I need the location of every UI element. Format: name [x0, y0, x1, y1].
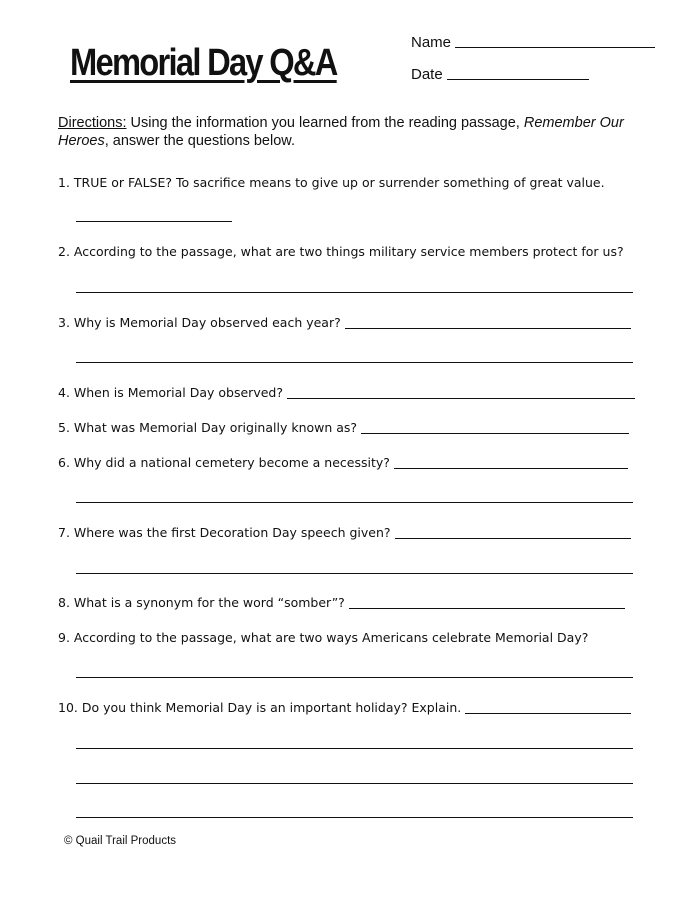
question-text: 10. Do you think Memorial Day is an important holiday? Explain.: [58, 700, 462, 715]
question-text: 5. What was Memorial Day originally known as?: [58, 420, 358, 435]
question-text: 3. Why is Memorial Day observed each year?: [58, 315, 341, 330]
question-text: 1. TRUE or FALSE? To sacrifice means to give up or surrender something of great value.: [58, 175, 605, 190]
answer-blank-6[interactable]: [394, 467, 628, 469]
answer-blank-5[interactable]: [361, 432, 629, 434]
answer-blank-8[interactable]: [349, 607, 625, 609]
name-blank[interactable]: [455, 46, 655, 48]
question-4: [58, 385, 635, 401]
answer-line-9[interactable]: [76, 677, 633, 678]
date-blank[interactable]: [447, 78, 589, 80]
question-text: 7. Where was the first Decoration Day speech given?: [58, 525, 391, 540]
question-text: 4. When is Memorial Day observed?: [58, 385, 283, 400]
answer-blank-10[interactable]: [465, 712, 631, 714]
question-text: 2. According to the passage, what are two things military service members protect for us?: [58, 244, 624, 259]
answer-line-3[interactable]: [76, 362, 633, 363]
question-6: [58, 455, 628, 471]
answer-line-1[interactable]: [76, 221, 232, 222]
question-text: 6. Why did a national cemetery become a necessity?: [58, 455, 390, 470]
answer-blank-7[interactable]: [395, 537, 631, 539]
answer-line-7[interactable]: [76, 573, 633, 574]
question-5: [58, 420, 629, 436]
answer-line-10b[interactable]: [76, 783, 633, 784]
question-3: [58, 315, 631, 331]
question-8: [58, 595, 625, 611]
question-10: [58, 700, 631, 716]
question-text: 9. According to the passage, what are two ways Americans celebrate Memorial Day?: [58, 630, 589, 645]
answer-line-10a[interactable]: [76, 748, 633, 749]
directions-text-after: , answer the questions below.: [104, 133, 295, 149]
question-2: [58, 244, 624, 260]
directions: [58, 114, 638, 150]
question-9: [58, 630, 588, 646]
answer-line-10c[interactable]: [76, 817, 633, 818]
question-text: 8. What is a synonym for the word “somber”?: [58, 595, 345, 610]
question-1: [58, 175, 605, 191]
date-label: Date: [411, 66, 443, 83]
date-field[interactable]: [411, 66, 589, 84]
answer-blank-3[interactable]: [345, 327, 631, 329]
directions-label: Directions:: [58, 115, 127, 131]
directions-text-before: Using the information you learned from the reading passage,: [126, 115, 524, 131]
name-field[interactable]: [411, 34, 655, 52]
answer-blank-4[interactable]: [287, 397, 635, 399]
question-7: [58, 525, 631, 541]
passage-title: Remember Our Heroes: [58, 115, 624, 149]
answer-line-2[interactable]: [76, 292, 633, 293]
page-title: Memorial Day Q&A: [70, 42, 337, 84]
answer-line-6[interactable]: [76, 502, 633, 503]
name-label: Name: [411, 34, 452, 51]
copyright-notice: © Quail Trail Products: [64, 835, 177, 847]
